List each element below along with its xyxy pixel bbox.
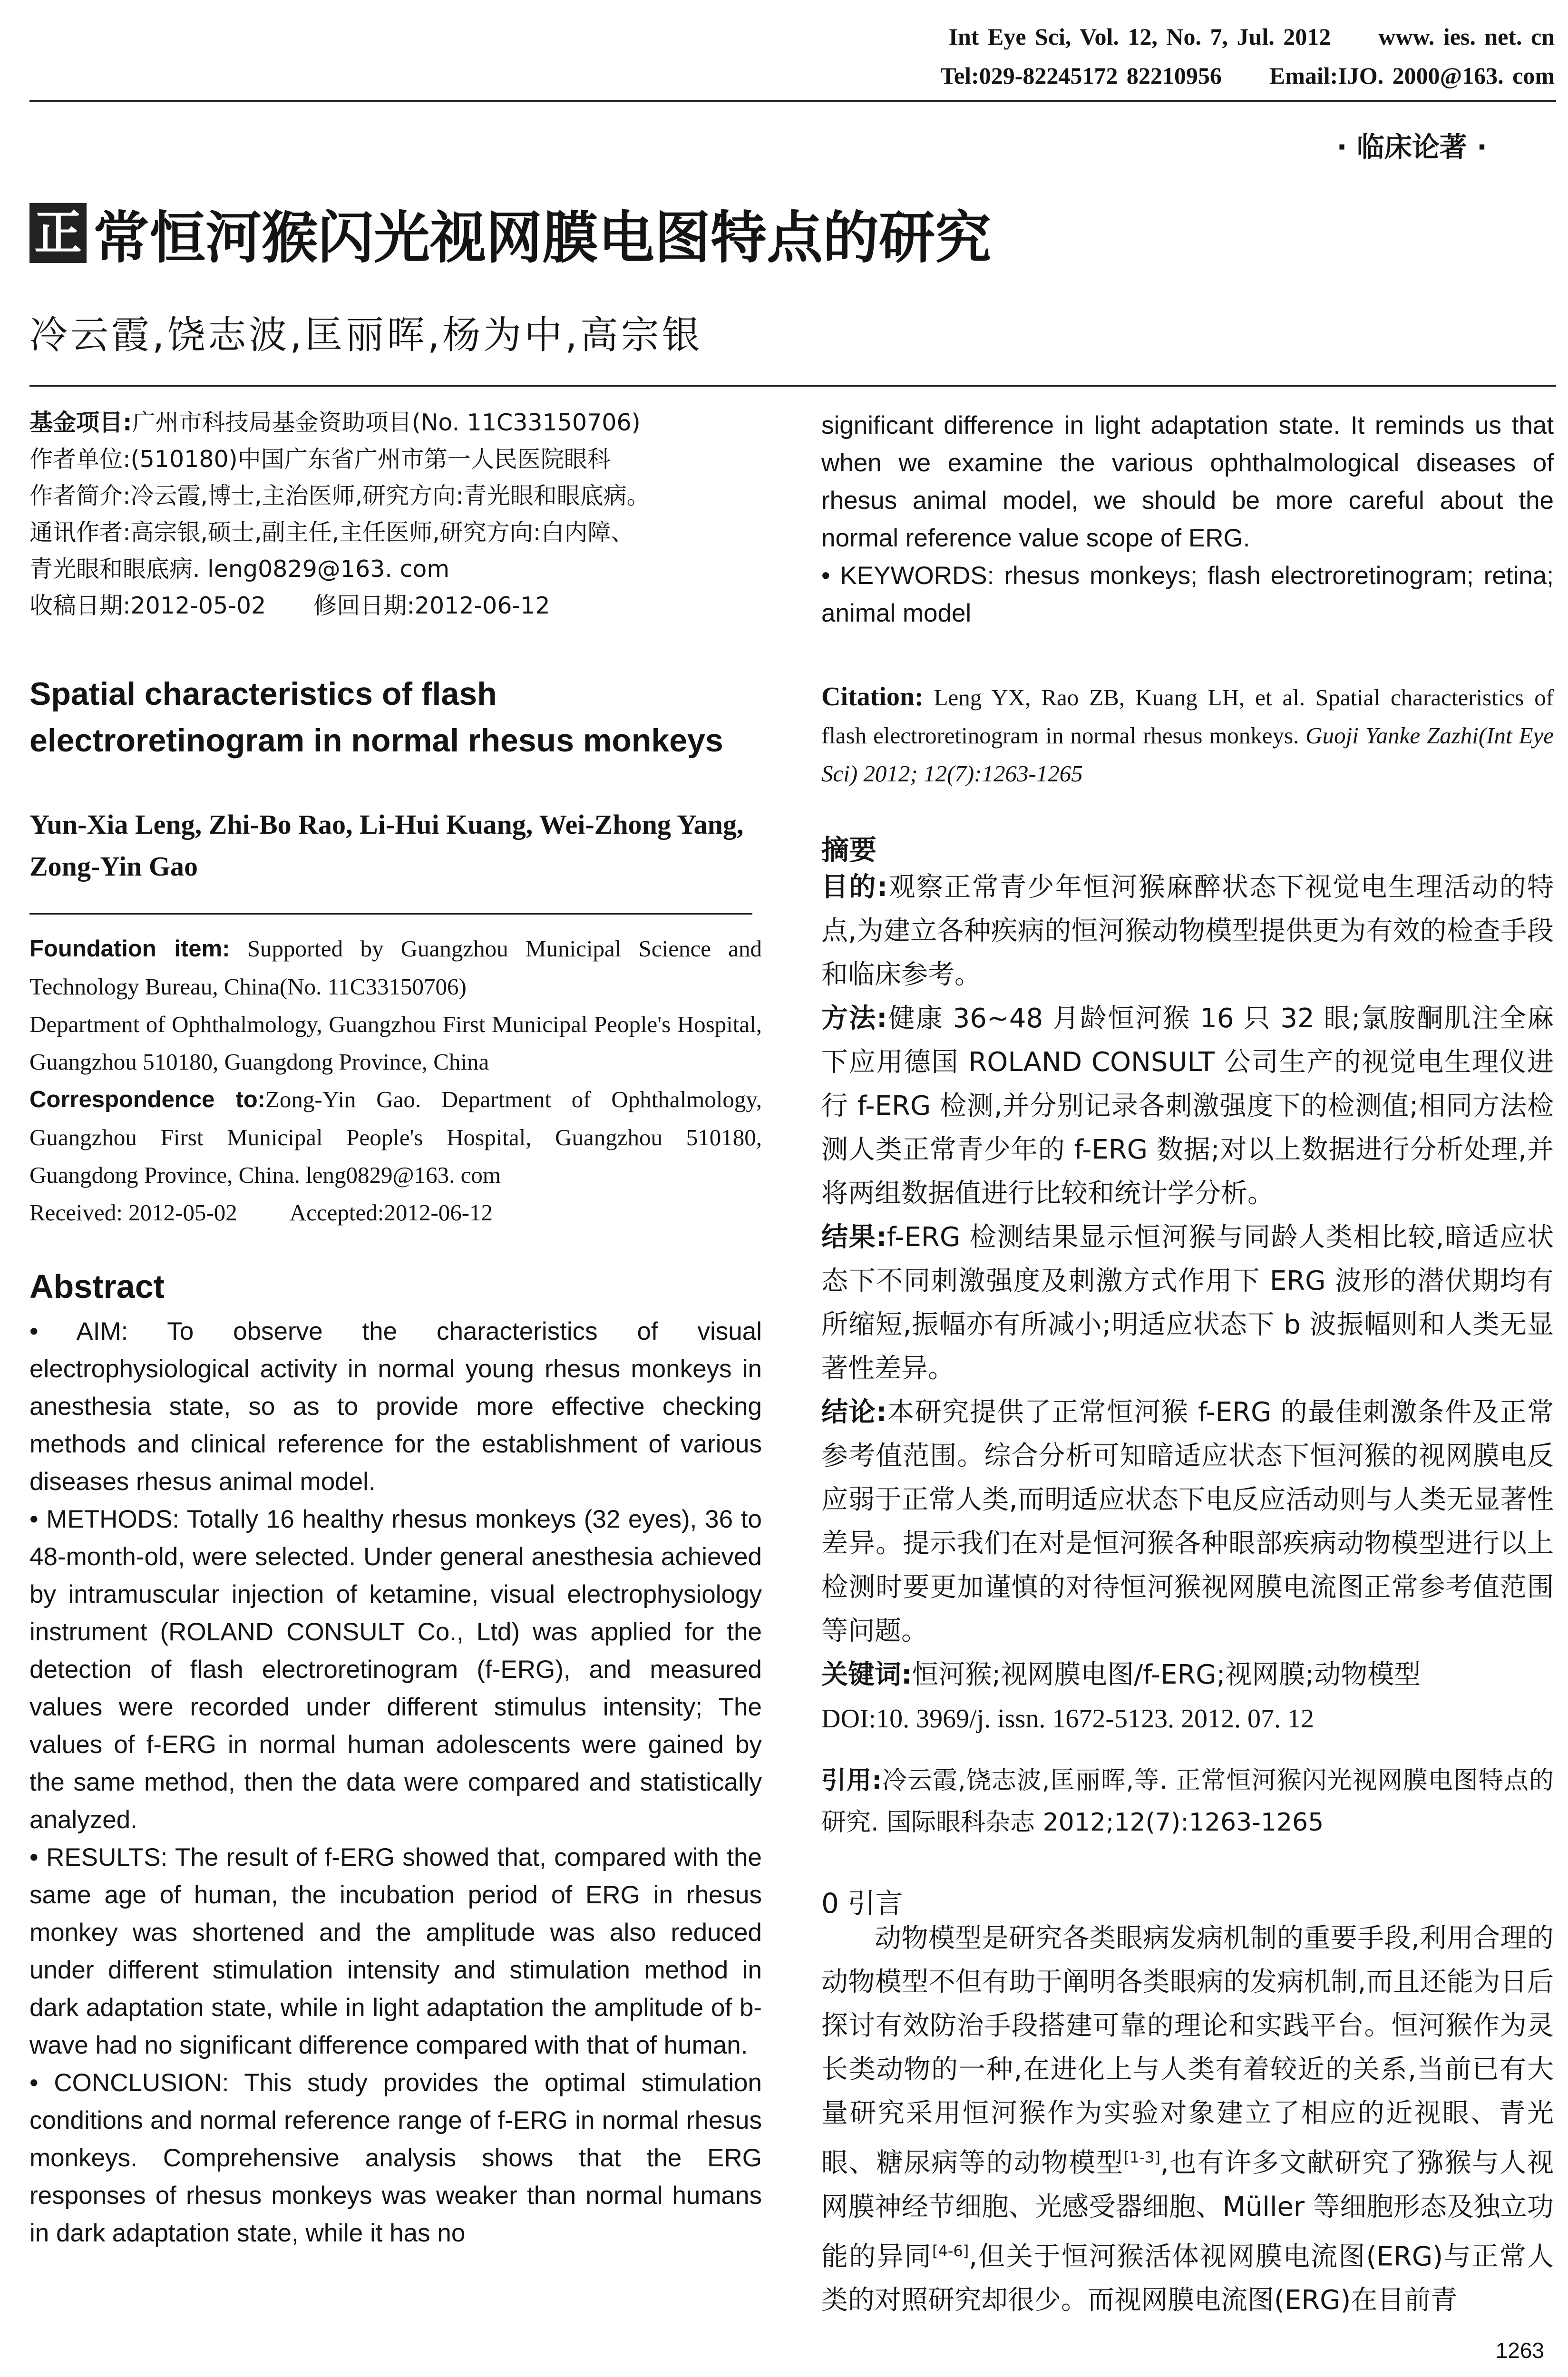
cn-methods-text: 健康 36~48 月龄恒河猴 16 只 32 眼;氯胺酮肌注全麻下应用德国 ROLAND CONSULT 公司生产的视觉电生理仪进行 f-ERG 检测,并分别记录各刺激强度下的检测值;相同方法检测人类正常青少年的 f-ERG 数据;对以上数据进行分析处理,并将两组数据值进行比较和统计学分析。	[821, 1003, 1554, 1209]
foundation-label: Foundation item:	[29, 936, 230, 962]
authors-en-rule	[29, 913, 752, 915]
unit-line: 作者单位:(510180)中国广东省广州市第一人民医院眼科	[29, 446, 611, 473]
abstract-body	[29, 1313, 762, 2252]
abstract-keywords: • KEYWORDS: rhesus monkeys; flash electroretinogram; retina; animal model	[821, 562, 1554, 627]
received-en: Received: 2012-05-02	[29, 1199, 237, 1226]
intro-heading: 0 引言	[821, 1887, 903, 1919]
cn-conclusion	[821, 1391, 1554, 1653]
paper-title	[29, 200, 992, 271]
cn-keywords-text: 恒河猴;视网膜电图/f-ERG;视网膜;动物模型	[912, 1659, 1421, 1690]
meta-cn-block	[29, 404, 762, 624]
journal-url: www. ies. net. cn	[1378, 23, 1555, 50]
abstract-aim: • AIM: To observe the characteristics of visual electrophysiological activity in normal young rhesus monkeys in anesthesia state, so as to provide more effective checking methods and clinical reference for the establishment of various diseases rhesus animal model.	[29, 1317, 762, 1496]
cn-doi: DOI:10. 3969/j. issn. 1672-5123. 2012. 07. 12	[821, 1704, 1314, 1734]
abstract-heading: Abstract	[29, 1268, 165, 1305]
authors-cn: 冷云霞,饶志波,匡丽晖,杨为中,高宗银	[29, 313, 703, 357]
section-label: · 临床论著 ·	[1336, 131, 1487, 163]
cn-conclusion-text: 本研究提供了正常恒河猴 f-ERG 的最佳刺激条件及正常参考值范围。综合分析可知暗适应状态下恒河猴的视网膜电反应弱于正常人类,而明适应状态下电反应活动则与人类无显著性差异。提示我们在对是恒河猴各种眼部疾病动物模型进行以上检测时要更加谨慎的对待恒河猴视网膜电流图正常参考值范围等问题。	[821, 1397, 1554, 1646]
running-header-line1	[949, 23, 1555, 50]
cn-abstract-heading: 摘要	[821, 834, 877, 866]
correspondence	[29, 1081, 762, 1194]
header-rule	[29, 100, 1556, 102]
corr-line-1: 通讯作者:高宗银,硕士,副主任,主任医师,研究方向:白内障、	[29, 519, 634, 546]
abstract-continuation	[821, 407, 1554, 632]
fund-text: 广州市科技局基金资助项目(No. 11C33150706)	[132, 409, 641, 436]
english-authors: Yun-Xia Leng, Zhi-Bo Rao, Li-Hui Kuang, Wei-Zhong Yang, Zong-Yin Gao	[29, 809, 744, 882]
citation-text: Leng YX, Rao ZB, Kuang LH, et al. Spatial characteristics of flash electroretinogram in normal rhesus monkeys.	[821, 684, 1554, 749]
english-title: Spatial characteristics of flash electroretinogram in normal rhesus monkeys	[29, 676, 723, 759]
foundation-block	[29, 930, 762, 1231]
running-header-line2	[940, 62, 1555, 89]
cn-citation-text: 冷云霞,饶志波,匡丽晖,等. 正常恒河猴闪光视网膜电图特点的研究. 国际眼科杂志 2012;12(7):1263-1265	[821, 1766, 1554, 1837]
correspondence-text: Zong-Yin Gao. Department of Ophthalmology, Guangzhou First Municipal People's Hospital, Guangzhou 510180, Guangdong Province, China. leng0829@163. com	[29, 1086, 762, 1188]
dates-en	[29, 1194, 762, 1231]
foundation-item	[29, 930, 762, 1005]
abstract-conclusion: • CONCLUSION: This study provides the optimal stimulation conditions and normal reference range of f-ERG in normal rhesus monkeys. Comprehensive analysis shows that the ERG responses of rhesus monkeys was weaker than normal humans in dark adaptation state, while it has no	[29, 2069, 762, 2247]
cn-citation	[821, 1760, 1554, 1843]
intro-text-3: ,但关于恒河猴活体视网膜电流图(ERG)与正常人类的对照研究却很少。而视网膜电流图(ERG)在目前青	[821, 2241, 1554, 2316]
cn-keywords	[821, 1653, 1554, 1697]
authors-rule	[29, 385, 1556, 387]
cn-keywords-label: 关键词:	[821, 1659, 912, 1690]
dates-line	[29, 587, 762, 624]
cn-aim	[821, 866, 1554, 997]
department: Department of Ophthalmology, Guangzhou First Municipal People's Hospital, Guangzhou 510180, Guangdong Province, China	[29, 1011, 762, 1075]
intro-text-1: 动物模型是研究各类眼病发病机制的重要手段,利用合理的动物模型不但有助于阐明各类眼病的发病机制,而且还能为日后探讨有效防治手段搭建可靠的理论和实践平台。恒河猴作为灵长类动物的一种,在进化上与人类有着较近的关系,当前已有大量研究采用恒河猴作为实验对象建立了相应的近视眼、青光眼、糖尿病等的动物模型	[821, 1923, 1554, 2179]
cn-results-label: 结果:	[821, 1222, 887, 1253]
ref-4-6: [4-6]	[932, 2241, 969, 2260]
citation-block	[821, 678, 1554, 793]
cn-results	[821, 1216, 1554, 1391]
cn-abstract-body	[821, 866, 1554, 1741]
cn-citation-label: 引用:	[821, 1766, 882, 1795]
corr-line-2: 青光眼和眼底病. leng0829@163. com	[29, 555, 450, 583]
title-text: 常恒河猴闪光视网膜电图特点的研究	[93, 205, 992, 271]
abstract-results: • RESULTS: The result of f-ERG showed that, compared with the same age of human, the incubation period of ERG in rhesus monkey was shortened and the amplitude was also reduced under different stimulation intensity and stimulation method in dark adaptation state, while in light adaptation the amplitude of b-wave had no significant difference compared with that of human.	[29, 1843, 762, 2059]
intro-text-2: ,也有许多文献研究了猕猴与人视网膜神经节细胞、光感受器细胞、Müller 等细胞形态及独立功能的异同	[821, 2147, 1554, 2272]
cn-conclusion-label: 结论:	[821, 1397, 887, 1428]
correspondence-label: Correspondence to:	[29, 1087, 265, 1112]
journal-citation: Int Eye Sci, Vol. 12, No. 7, Jul. 2012	[948, 23, 1331, 50]
foundation-text: Supported by Guangzhou Municipal Science and Technology Bureau, China(No. 11C33150706)	[29, 935, 762, 1000]
fund-line	[29, 404, 762, 441]
abstract-conclusion-cont: significant difference in light adaptation state. It reminds us that when we examine the various ophthalmological diseases of rhesus animal model, we should be more careful about the normal reference value scope of ERG.	[821, 411, 1554, 552]
page-number: 1263	[1495, 2338, 1544, 2363]
intro-paragraph	[821, 1917, 1554, 2322]
ref-1-3: [1-3]	[1123, 2148, 1161, 2166]
revised-cn: 修回日期:2012-06-12	[313, 592, 550, 619]
journal-tel: Tel:029-82245172 82210956	[940, 62, 1222, 89]
citation-journal: Guoji Yanke Zazhi(Int Eye Sci) 2012; 12(7):1263-1265	[821, 722, 1554, 787]
cn-aim-label: 目的:	[821, 872, 888, 903]
title-initial: 正	[29, 203, 87, 263]
citation-label: Citation:	[821, 682, 924, 711]
journal-email: Email:IJO. 2000@163. com	[1269, 62, 1555, 89]
received-cn: 收稿日期:2012-05-02	[29, 592, 266, 619]
cn-aim-text: 观察正常青少年恒河猴麻醉状态下视觉电生理活动的特点,为建立各种疾病的恒河猴动物模型提供更为有效的检查手段和临床参考。	[821, 872, 1554, 990]
cn-methods-label: 方法:	[821, 1003, 887, 1034]
cn-results-text: f-ERG 检测结果显示恒河猴与同龄人类相比较,暗适应状态下不同刺激强度及刺激方式作用下 ERG 波形的潜伏期均有所缩短,振幅亦有所减小;明适应状态下 b 波振幅则和人类无显著性差异。	[821, 1222, 1554, 1384]
bio-line: 作者简介:冷云霞,博士,主治医师,研究方向:青光眼和眼底病。	[29, 482, 650, 509]
abstract-methods: • METHODS: Totally 16 healthy rhesus monkeys (32 eyes), 36 to 48-month-old, were selected. Under general anesthesia achieved by intramuscular injection of ketamine, visual electrophysiology instrument (ROLAND CONSULT Co., Ltd) was applied for the detection of flash electroretinogram (f-ERG), and measured values were recorded under different stimulus intensity; The values of f-ERG in normal human adolescents were gained by the same method, then the data were compared and statistically analyzed.	[29, 1505, 762, 1834]
cn-methods	[821, 997, 1554, 1216]
fund-label: 基金项目:	[29, 409, 132, 436]
accepted-en: Accepted:2012-06-12	[289, 1199, 493, 1226]
